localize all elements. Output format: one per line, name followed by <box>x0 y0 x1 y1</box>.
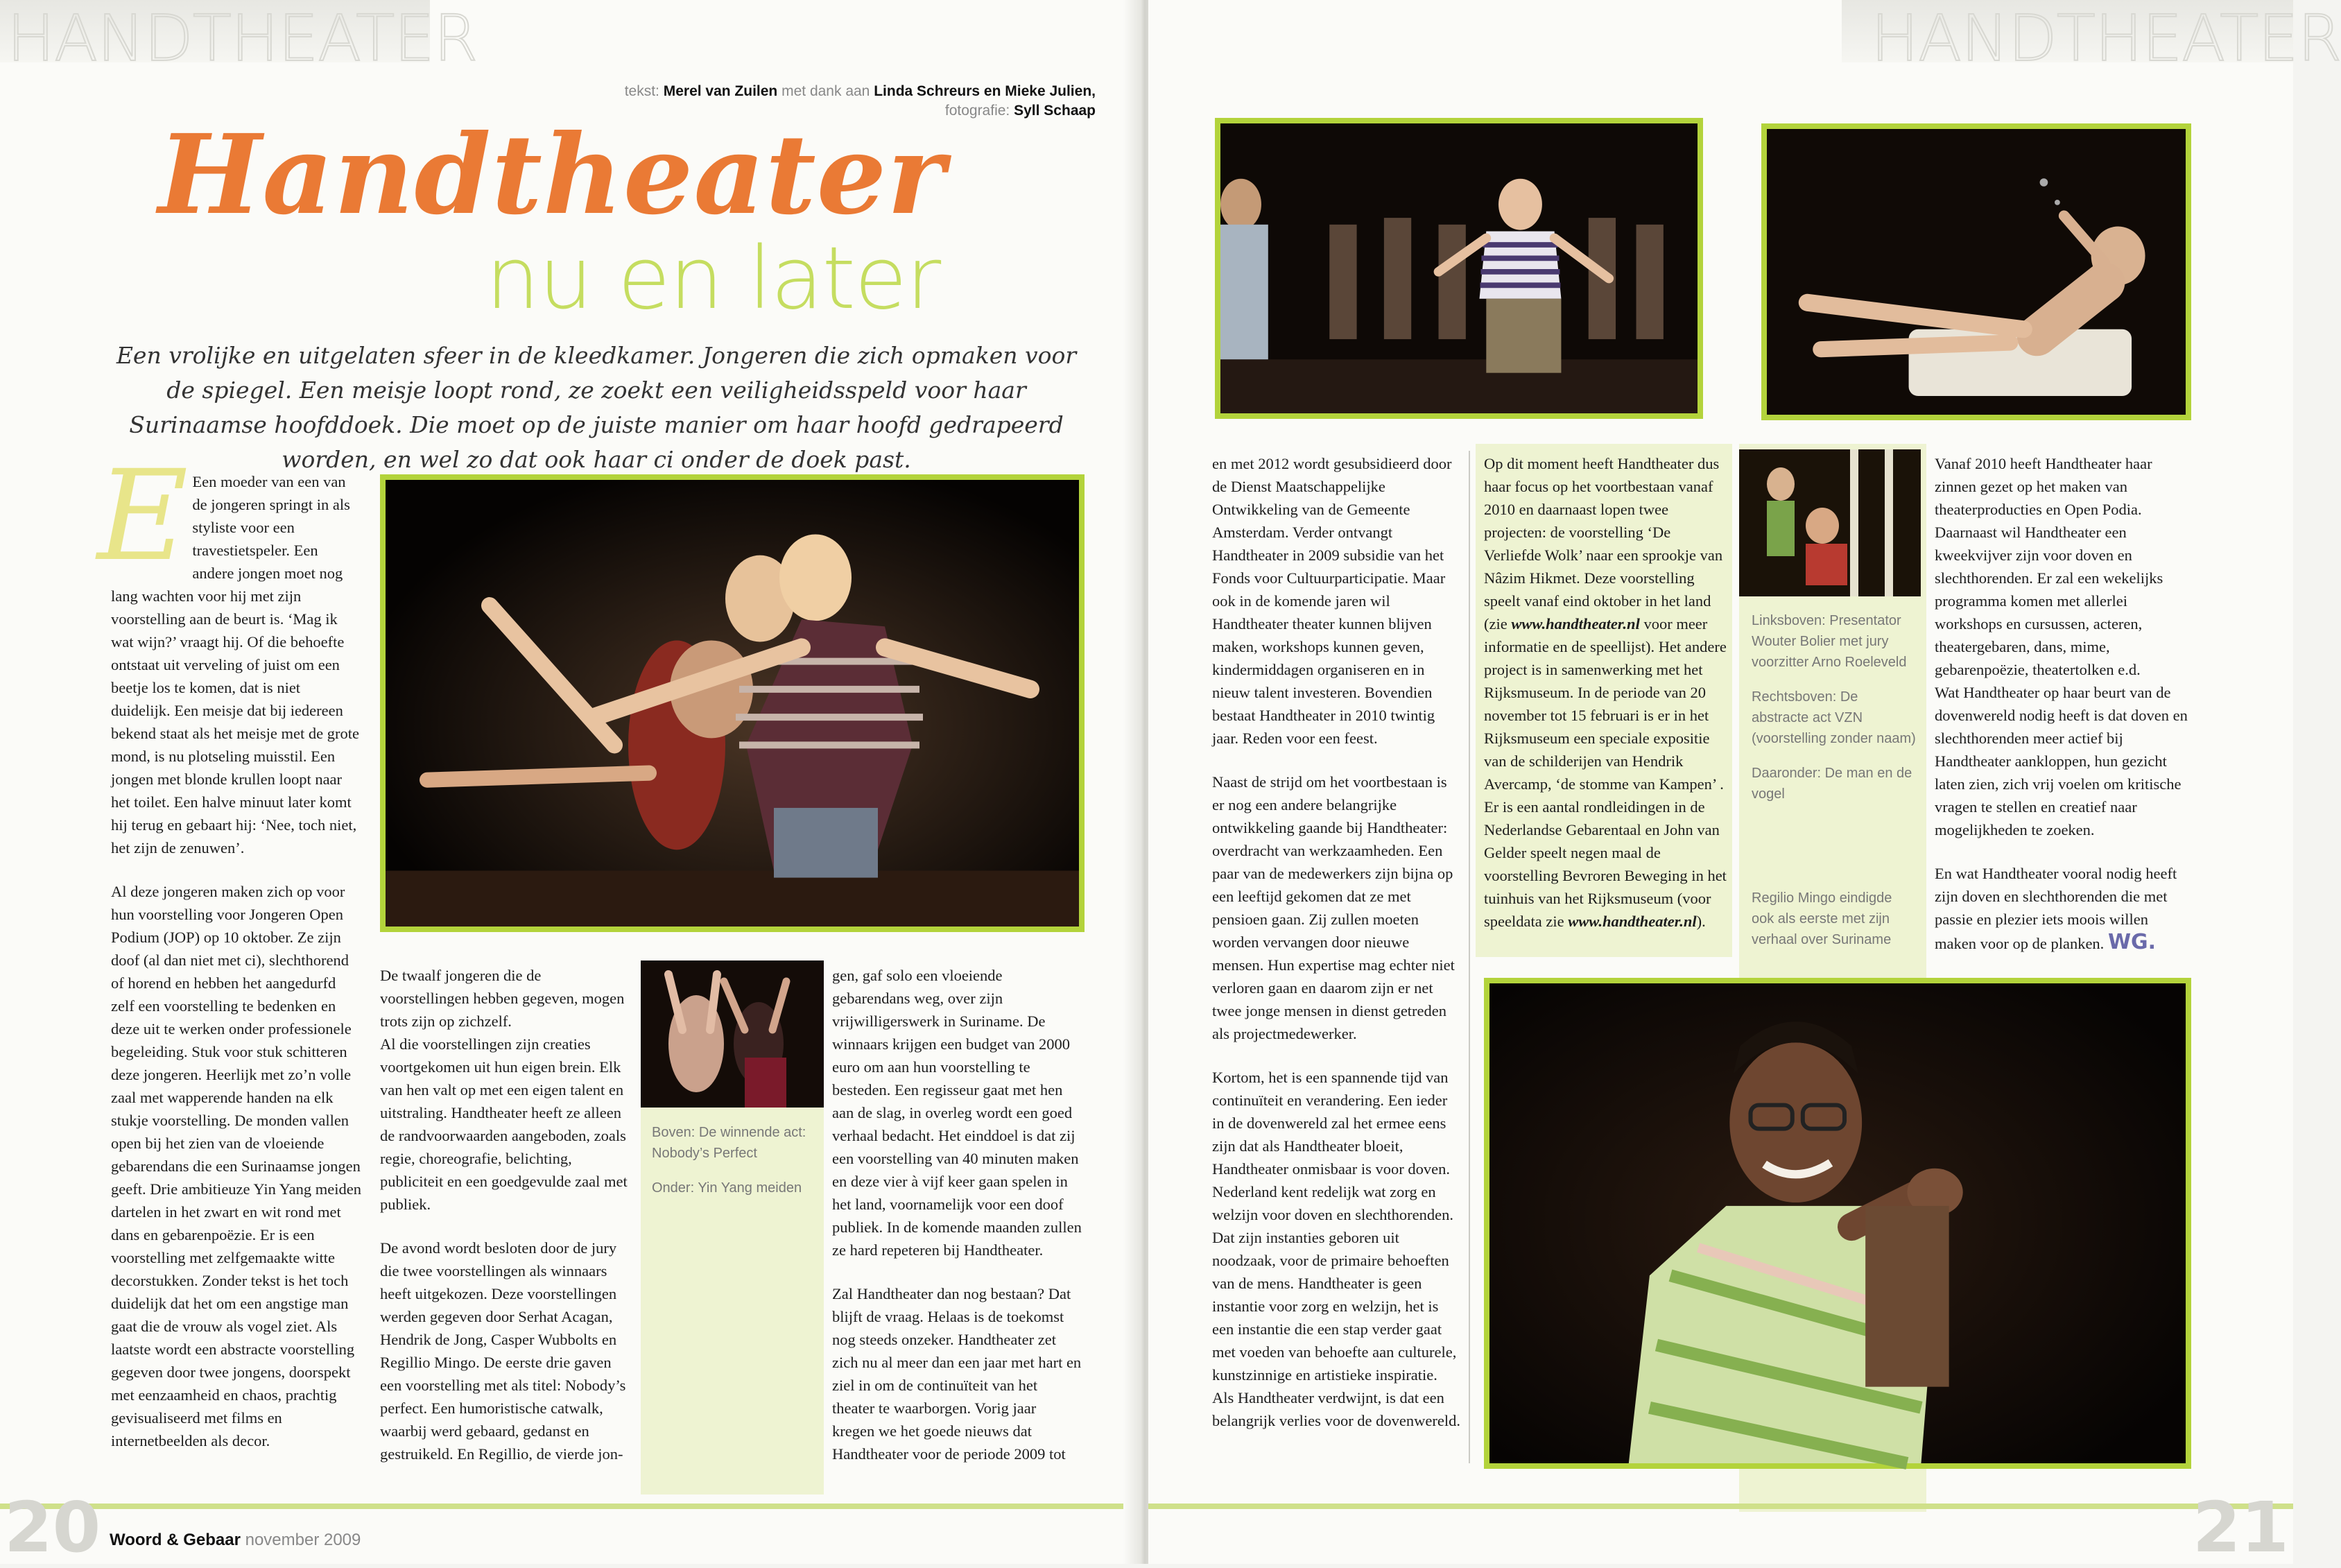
paragraph <box>1935 862 2191 955</box>
paragraph: De twaalf jongeren die de voorstellingen hebben gegeven, mogen trots zijn op zichzelf. Al die voorstellingen zijn creaties voortgekomen uit hun eigen brein. Elk van hen valt op met een eigen talent en uitstraling. Handtheater heeft ze alleen de randvoorwaarden aangeboden, zoals regie, choreografie, belichting, publiciteit en een goedgevulde zaal met publiek. <box>380 967 628 1213</box>
dancers-photo-illustration <box>641 960 824 1108</box>
left-column-2 <box>380 964 630 1486</box>
paragraph: Vanaf 2010 heeft Handtheater haar zinnen gezet op het maken van theaterproducties en Open Podia. Daarnaast wil Handtheater een kweekvijver zijn voor doven en slechthorenden. Er zal een wekelijks programma komen met allerlei workshops en cursussen, acteren, theatergebaren, dans, mime, gebarenpoëzie, theatertolken e.d. Wat Handtheater op haar beurt van de dovenwereld nodig heeft is dat doven en slechthorenden meer actief bij Handtheater aankloppen, hun gezicht laten zien, zich vrij voelen om kritische vragen te stellen en creatief naar mogelijkheden te zoeken. <box>1935 455 2188 838</box>
left-page <box>0 0 1137 1568</box>
thanks-label: met dank aan <box>781 83 870 99</box>
stage-group-illustration <box>1220 123 1698 413</box>
stage-photo-illustration <box>386 480 1079 927</box>
man-bird-illustration <box>1739 449 1921 596</box>
footer-rule <box>0 1504 1123 1509</box>
photographer: Syll Schaap <box>1014 103 1096 119</box>
article-subtitle: nu en later <box>485 229 940 329</box>
photo-captions-right <box>1752 610 1918 964</box>
magazine-name: Woord & Gebaar <box>110 1531 241 1549</box>
caption: Daaronder: De man en de vogel <box>1752 766 1912 802</box>
magazine-footer <box>110 1531 361 1550</box>
caption: Linksboven: Presentator Wouter Bolier met jury voorzitter Arno Roeleveld <box>1752 613 1907 670</box>
right-page <box>1148 0 2341 1568</box>
left-column-3 <box>832 964 1082 1486</box>
right-column-2 <box>1484 452 1727 954</box>
website-link[interactable]: www.handtheater.nl <box>1511 615 1640 632</box>
photo-presenter-jury <box>1215 118 1703 419</box>
photo-abstract-act <box>1761 123 2191 420</box>
paragraph: De avond wordt besloten door de jury die twee voorstellingen als winnaars heeft uitgekozen. Deze voorstellingen werden gegeven door Serhat Acagan, Hendrik de Jong, Casper Wubbolts en Regillio Mingo. De eerste drie gaven een voorstelling met als titel: Nobody’s perfect. Een humoristische catwalk, waarbij werd gebaard, gedanst en gestruikeld. En Regillio, de vierde jon- <box>380 1239 626 1463</box>
paragraph-end: ). <box>1696 913 1706 930</box>
column-divider <box>1469 451 1470 1463</box>
caption: Onder: Yin Yang meiden <box>652 1180 802 1196</box>
text-label: tekst: <box>624 83 659 99</box>
right-column-1 <box>1212 452 1462 1453</box>
article-intro: Een vrolijke en uitgelaten sfeer in de kleedkamer. Jongeren die zich opmaken voor de spiegel. Een meisje loopt rond, ze zoekt een veiligheidsspeld voor haar Surinaamse hoofddoek. Die moet op de juiste manier om haar hoofd gedrapeerd worden, en wel zo dat ook haar ci onder de doek past. <box>116 342 1077 473</box>
bath-scene-illustration <box>1767 129 2186 415</box>
performer-portrait-illustration <box>1489 983 2186 1463</box>
magazine-signature: WG. <box>2107 930 2157 954</box>
paragraph: Kortom, het is een spannende tijd van continuïteit en verandering. Een ieder in de dovenwereld zal het ermee eens zijn dat als Handtheater bloeit, Handtheater onmisbaar is voor doven. Nederland kent redelijk wat zorg en welzijn voor doven en slechthorenden. Dat zijn instanties geboren uit noodzaak, voor de primaire behoeften van de mens. Handtheater is geen instantie voor zorg en welzijn, het is een instantie die een stap verder gaat met voeden van behoefte aan culturele, kunstzinnige en artistieke inspiratie. Als Handtheater verdwijnt, is dat een belangrijk verlies voor de dovenwereld. <box>1212 1069 1461 1429</box>
photo-label: fotografie: <box>944 103 1010 119</box>
caption: Boven: De winnende act: Nobody’s Perfect <box>652 1125 806 1161</box>
caption: Rechtsboven: De abstracte act VZN (voorstelling zonder naam) <box>1752 689 1916 746</box>
photo-man-and-bird <box>1739 449 1921 596</box>
article-title: Handtheater <box>158 111 946 239</box>
thanks-names: Linda Schreurs en Mieke Julien, <box>874 83 1096 99</box>
paragraph-text: Een moeder van een van de jongeren springt in als styliste voor een travestietspeler. Een andere jongen moet nog lang wachten voor hij met zijn voorstelling aan de beurt is. ‘Mag ik wat wijn?’ vraagt hij. Of die behoefte ontstaat uit verveling of juist om een beetje los te komen, dat is niet duidelijk. Een meisje dat bij iedereen bekend staat als het meisje met de grote mond, is nu plotseling muisstil. Een jongen met blonde krullen loopt naar het toilet. Een halve minuut later komt hij terug en gebaart hij: ‘Nee, toch niet, het zijn de zenuwen’. <box>111 473 360 856</box>
paragraph <box>97 444 362 859</box>
website-link[interactable]: www.handtheater.nl <box>1568 913 1697 930</box>
photo-regilio-mingo <box>1484 978 2191 1469</box>
page-number: 20 <box>4 1487 101 1568</box>
paragraph-text: voor meer informatie en de speellijst). Het andere project is in samenwerking met het Rijksmuseum. In de periode van 20 november tot 15 februari is er in het Rijksmuseum een speciale expositie van de schilderijen van Hendrik Avercamp, ‘de stomme van Kampen’ . Er is een aantal rondleidingen in de Nederlandse Gebarentaal en John van Gelder speelt negen maal de voorstelling Bevroren Beweging in het tuinhuis van het Rijksmuseum (voor speeldata zie <box>1484 615 1727 930</box>
paragraph <box>1484 452 1727 933</box>
section-title: HANDTHEATER <box>1871 1 2341 76</box>
photo-nobodys-perfect <box>380 474 1085 932</box>
paragraph: gen, gaf solo een vloeiende gebarendans weg, over zijn vrijwilligerswerk in Suriname. De winnaars krijgen een budget van 2000 euro om aan hun voorstelling te besteden. Een regisseur gaat met hen aan de slag, in overleg wordt een goed verhaal bedacht. Het einddoel is dat zij een voorstelling van 40 minuten maken en deze vier à vijf keer gaan spelen in het land, voornamelijk voor een doof publiek. In de komende maanden zullen ze hard repeteren bij Handtheater. <box>832 967 1082 1259</box>
page-number: 21 <box>2192 1487 2289 1568</box>
paragraph: Al deze jongeren maken zich op voor hun voorstelling voor Jongeren Open Podium (JOP) op 10 oktober. Ze zijn doof (al dan niet met ci), slechthorend of horend en hebben het aangedurfd zelf een voorstelling te bedenken en deze uit te werken onder professionele begeleiding. Stuk voor stuk schitteren deze jongeren. Heerlijk met zo’n volle zaal met wapperende handen na elk stukje voorstelling. De monden vallen open bij het zien van de vloeiende gebarendans die een Surinaamse jongen geeft. Drie ambitieuze Yin Yang meiden dartelen in het zwart en wit rond met dans en gebarenpoëzie. Er is een voorstelling met zelfgemaakte witte decorstukken. Zonder tekst is het toch duidelijk dat het om een angstige man gaat die de vrouw als vogel ziet. Als laatste wordt een abstracte voorstelling gegeven door twee jongens, doorspekt met eenzaamheid en chaos, prachtig gevisualiseerd met films en internetbeelden als decor. <box>111 883 361 1449</box>
dropcap-letter: E <box>97 444 189 589</box>
author: Merel van Zuilen <box>663 83 778 99</box>
magazine-issue: november 2009 <box>245 1531 361 1549</box>
paragraph-text: Op dit moment heeft Handtheater dus haar focus op het voortbestaan vanaf 2010 en daarnaast lopen twee projecten: de voorstelling ‘De Verliefde Wolk’ naar een sprookje van Nâzim Hikmet. Deze voorstelling speelt vanaf eind oktober in het land (zie <box>1484 455 1723 632</box>
paragraph-text: En wat Handtheater vooral nodig heeft zijn doven en slechthorenden die met passie en plezier iets moois willen maken voor op de planken. <box>1935 865 2177 952</box>
paragraph: Zal Handtheater dan nog bestaan? Dat blijft de vraag. Helaas is de toekomst nog steeds onzeker. Handtheater zet zich nu al meer dan een jaar met hart en ziel in om de continuïteit van het theater te waarborgen. Vorig jaar kregen we het goede nieuws dat Handtheater voor de periode 2009 tot <box>832 1285 1082 1463</box>
section-title: HANDTHEATER <box>7 1 478 76</box>
photo-captions-left <box>652 1122 814 1212</box>
paragraph: Naast de strijd om het voortbestaan is er nog een andere belangrijke ontwikkeling gaande bij Handtheater: overdracht van werkzaamheden. Een paar van de medewerkers zijn bijna op een leeftijd gekomen dat ze met pensioen gaan. Zij zullen moeten worden vervangen door nieuwe mensen. Hun expertise mag echter niet verloren gaan en daarom zijn er net twee jonge mensen in dienst getreden als projectmedewerker. <box>1212 773 1455 1042</box>
right-column-3 <box>1935 452 2191 976</box>
paragraph: en met 2012 wordt gesubsidieerd door de Dienst Maatschappelijke Ontwikkeling van de Gemeente Amsterdam. Verder ontvangt Handtheater in 2009 subsidie van het Fonds voor Cultuurparticipatie. Maar ook in de komende jaren wil Handtheater theater kunnen blijven maken, workshops kunnen geven, kindermiddagen organiseren en in nieuw talent investeren. Bovendien bestaat Handtheater in 2010 twintig jaar. Reden voor een feest. <box>1212 455 1452 747</box>
footer-rule <box>1148 1504 2293 1509</box>
left-column-1 <box>97 444 362 1473</box>
caption: Regilio Mingo eindigde ook als eerste met zijn verhaal over Suriname <box>1752 890 1892 947</box>
photo-yin-yang <box>641 960 824 1108</box>
